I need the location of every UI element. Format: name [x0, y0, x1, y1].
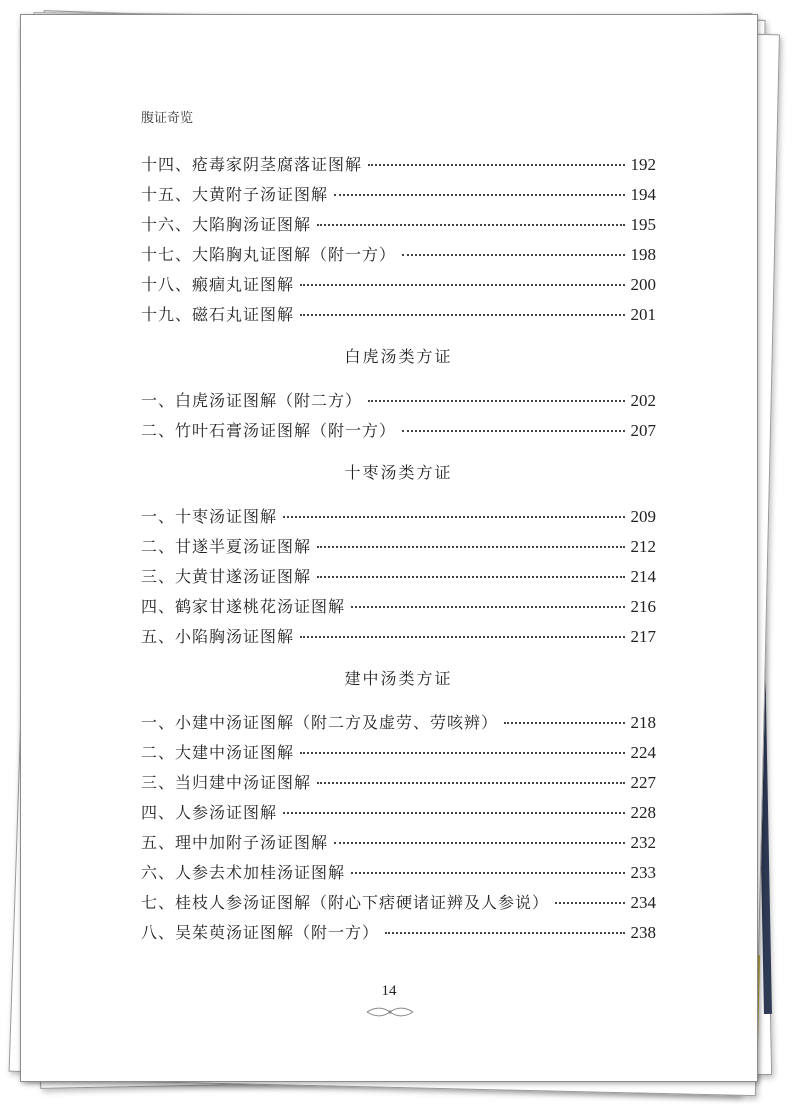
toc-entry-label: 五、理中加附子汤证图解 [141, 833, 329, 852]
dot-leader [317, 223, 624, 226]
toc-entry[interactable] [141, 532, 656, 562]
toc-entry[interactable] [141, 180, 656, 210]
page-number: 14 [381, 983, 397, 999]
dot-leader [283, 811, 624, 814]
toc-entry-page: 214 [630, 567, 656, 586]
toc-entry-page: 200 [630, 275, 656, 294]
toc-entry-page: 195 [630, 215, 656, 234]
dot-leader [300, 313, 624, 316]
toc-entry-page: 228 [630, 803, 656, 822]
dot-leader [555, 901, 624, 904]
toc-entry-page: 218 [630, 713, 656, 732]
dot-leader [334, 193, 624, 196]
toc-entry[interactable] [141, 240, 656, 270]
toc-entry[interactable] [141, 888, 656, 918]
flourish-ornament-icon [365, 1005, 415, 1019]
dot-leader [283, 515, 624, 518]
toc-entry-page: 232 [630, 833, 656, 852]
toc-entry-label: 十九、磁石丸证图解 [141, 305, 295, 324]
toc-entry-page: 202 [630, 391, 656, 410]
dot-leader [334, 841, 624, 844]
toc-entry-page: 238 [630, 923, 656, 942]
toc-entry-label: 一、小建中汤证图解（附二方及虚劳、劳咳辨） [141, 713, 499, 732]
toc-entry[interactable] [141, 798, 656, 828]
toc-entry[interactable] [141, 416, 656, 446]
section-title: 白虎汤类方证 [344, 347, 453, 366]
toc-entry-page: 217 [630, 627, 656, 646]
toc-entry-label: 三、大黄甘遂汤证图解 [141, 567, 312, 586]
dot-leader [385, 931, 624, 934]
toc-entry-page: 233 [630, 863, 656, 882]
toc-entry[interactable] [141, 768, 656, 798]
toc-entry-page: 227 [630, 773, 656, 792]
section-title: 十枣汤类方证 [344, 463, 453, 482]
toc-entry-page: 194 [630, 185, 656, 204]
toc-entry[interactable] [141, 210, 656, 240]
toc-entry[interactable] [141, 592, 656, 622]
toc-entry[interactable] [141, 270, 656, 300]
dot-leader [300, 635, 624, 638]
table-of-contents [141, 150, 656, 948]
toc-entry-label: 二、大建中汤证图解 [141, 743, 295, 762]
toc-entry-label: 六、人参去术加桂汤证图解 [141, 863, 346, 882]
toc-entry-label: 十七、大陷胸丸证图解（附一方） [141, 245, 397, 264]
toc-entry-label: 四、鹤家甘遂桃花汤证图解 [141, 597, 346, 616]
toc-entry-page: 198 [630, 245, 656, 264]
dot-leader [504, 721, 624, 724]
toc-page [20, 14, 758, 1082]
toc-entry[interactable] [141, 858, 656, 888]
toc-entry-label: 十四、疮毒家阴茎腐落证图解 [141, 155, 363, 174]
toc-entry-page: 209 [630, 507, 656, 526]
toc-entry[interactable] [141, 150, 656, 180]
toc-group [141, 664, 656, 948]
section-title: 建中汤类方证 [344, 669, 453, 688]
toc-entry-page: 224 [630, 743, 656, 762]
dot-leader [351, 871, 624, 874]
toc-entry[interactable] [141, 738, 656, 768]
running-head: 腹证奇览 [141, 111, 194, 126]
toc-entry-page: 201 [630, 305, 656, 324]
dot-leader [368, 163, 624, 166]
toc-group [141, 458, 656, 652]
toc-entry-page: 212 [630, 537, 656, 556]
toc-entry-label: 十六、大陷胸汤证图解 [141, 215, 312, 234]
dot-leader [402, 429, 624, 432]
toc-entry-page: 207 [630, 421, 656, 440]
toc-group [141, 150, 656, 330]
toc-entry-label: 四、人参汤证图解 [141, 803, 278, 822]
dot-leader [351, 605, 624, 608]
dot-leader [317, 781, 624, 784]
toc-entry[interactable] [141, 386, 656, 416]
toc-entry[interactable] [141, 828, 656, 858]
toc-entry[interactable] [141, 622, 656, 652]
toc-entry-page: 216 [630, 597, 656, 616]
toc-entry-label: 一、白虎汤证图解（附二方） [141, 391, 363, 410]
toc-entry[interactable] [141, 300, 656, 330]
dot-leader [300, 751, 624, 754]
toc-entry-label: 三、当归建中汤证图解 [141, 773, 312, 792]
toc-entry[interactable] [141, 918, 656, 948]
toc-entry-label: 十八、瘢痼丸证图解 [141, 275, 295, 294]
toc-entry[interactable] [141, 502, 656, 532]
toc-entry[interactable] [141, 562, 656, 592]
toc-group [141, 342, 656, 446]
toc-entry-label: 七、桂枝人参汤证图解（附心下痞硬诸证辨及人参说） [141, 893, 550, 912]
toc-entry-label: 一、十枣汤证图解 [141, 507, 278, 526]
toc-entry-label: 二、竹叶石膏汤证图解（附一方） [141, 421, 397, 440]
toc-entry-label: 八、吴茱萸汤证图解（附一方） [141, 923, 380, 942]
dot-leader [317, 575, 624, 578]
toc-entry-label: 二、甘遂半夏汤证图解 [141, 537, 312, 556]
toc-entry-page: 192 [630, 155, 656, 174]
dot-leader [368, 399, 624, 402]
dot-leader [300, 283, 624, 286]
toc-entry-page: 234 [630, 893, 656, 912]
toc-entry-label: 五、小陷胸汤证图解 [141, 627, 295, 646]
dot-leader [317, 545, 624, 548]
dot-leader [402, 253, 624, 256]
toc-entry-label: 十五、大黄附子汤证图解 [141, 185, 329, 204]
toc-entry[interactable] [141, 708, 656, 738]
